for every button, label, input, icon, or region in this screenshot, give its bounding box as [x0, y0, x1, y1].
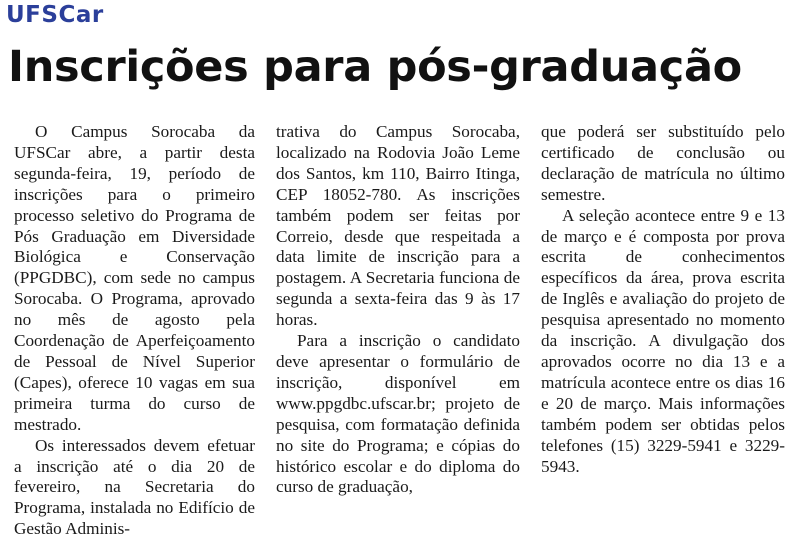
article-headline: Inscrições para pós-graduação	[8, 42, 742, 92]
paragraph: O Campus Sorocaba da UFSCar abre, a partir desta segunda-feira, 19, período de inscrições para o primeiro processo seletivo do Programa de Pós Graduação em Diversidade Biológica e Conservação (PPGDBC), com sede no campus Sorocaba. O Programa, aprovado no mês de agosto pela Coordenação de Aperfeiçoamento de Pessoal de Nível Superior (Capes), oferece 10 vagas em sua primeira turma do curso de mestrado.	[14, 122, 255, 434]
article-column-2	[276, 122, 520, 542]
paragraph: Os interessados devem efetuar a inscrição até o dia 20 de fevereiro, na Secretaria do Programa, instalada no Edifício de Gestão Adminis-	[14, 435, 255, 539]
paragraph: A seleção acontece entre 9 e 13 de março e é composta por prova escrita de conhecimentos específicos da área, prova escrita de Inglês e avaliação do projeto de pesquisa apresentado no momento da inscrição. A divulgação dos aprovados ocorre no dia 13 e a matrícula acontece entre os dias 16 e 20 de março. Mais informações também podem ser obtidas pelos telefones (15) 3229-5941 e 3229-5943.	[541, 205, 785, 476]
paragraph: Para a inscrição o candidato deve apresentar o formulário de inscrição, disponível em www.ppgdbc.ufscar.br; projeto de pesquisa, com formatação definida no site do Programa; e cópias do histórico escolar e do diploma do curso de graduação,	[276, 331, 520, 497]
paragraph: que poderá ser substituído pelo certificado de conclusão ou declaração de matrícula no último semestre.	[541, 122, 785, 204]
article-column-1	[14, 122, 255, 542]
paragraph: trativa do Campus Sorocaba, localizado na Rodovia João Leme dos Santos, km 110, Bairro Itinga, CEP 18052-780. As inscrições também podem ser feitas por Correio, desde que respeitada a data limite de inscrição para a postagem. A Secretaria funciona de segunda a sexta-feira das 9 às 17 horas.	[276, 122, 520, 330]
article-column-3	[541, 122, 785, 542]
section-kicker: UFSCar	[6, 2, 104, 28]
